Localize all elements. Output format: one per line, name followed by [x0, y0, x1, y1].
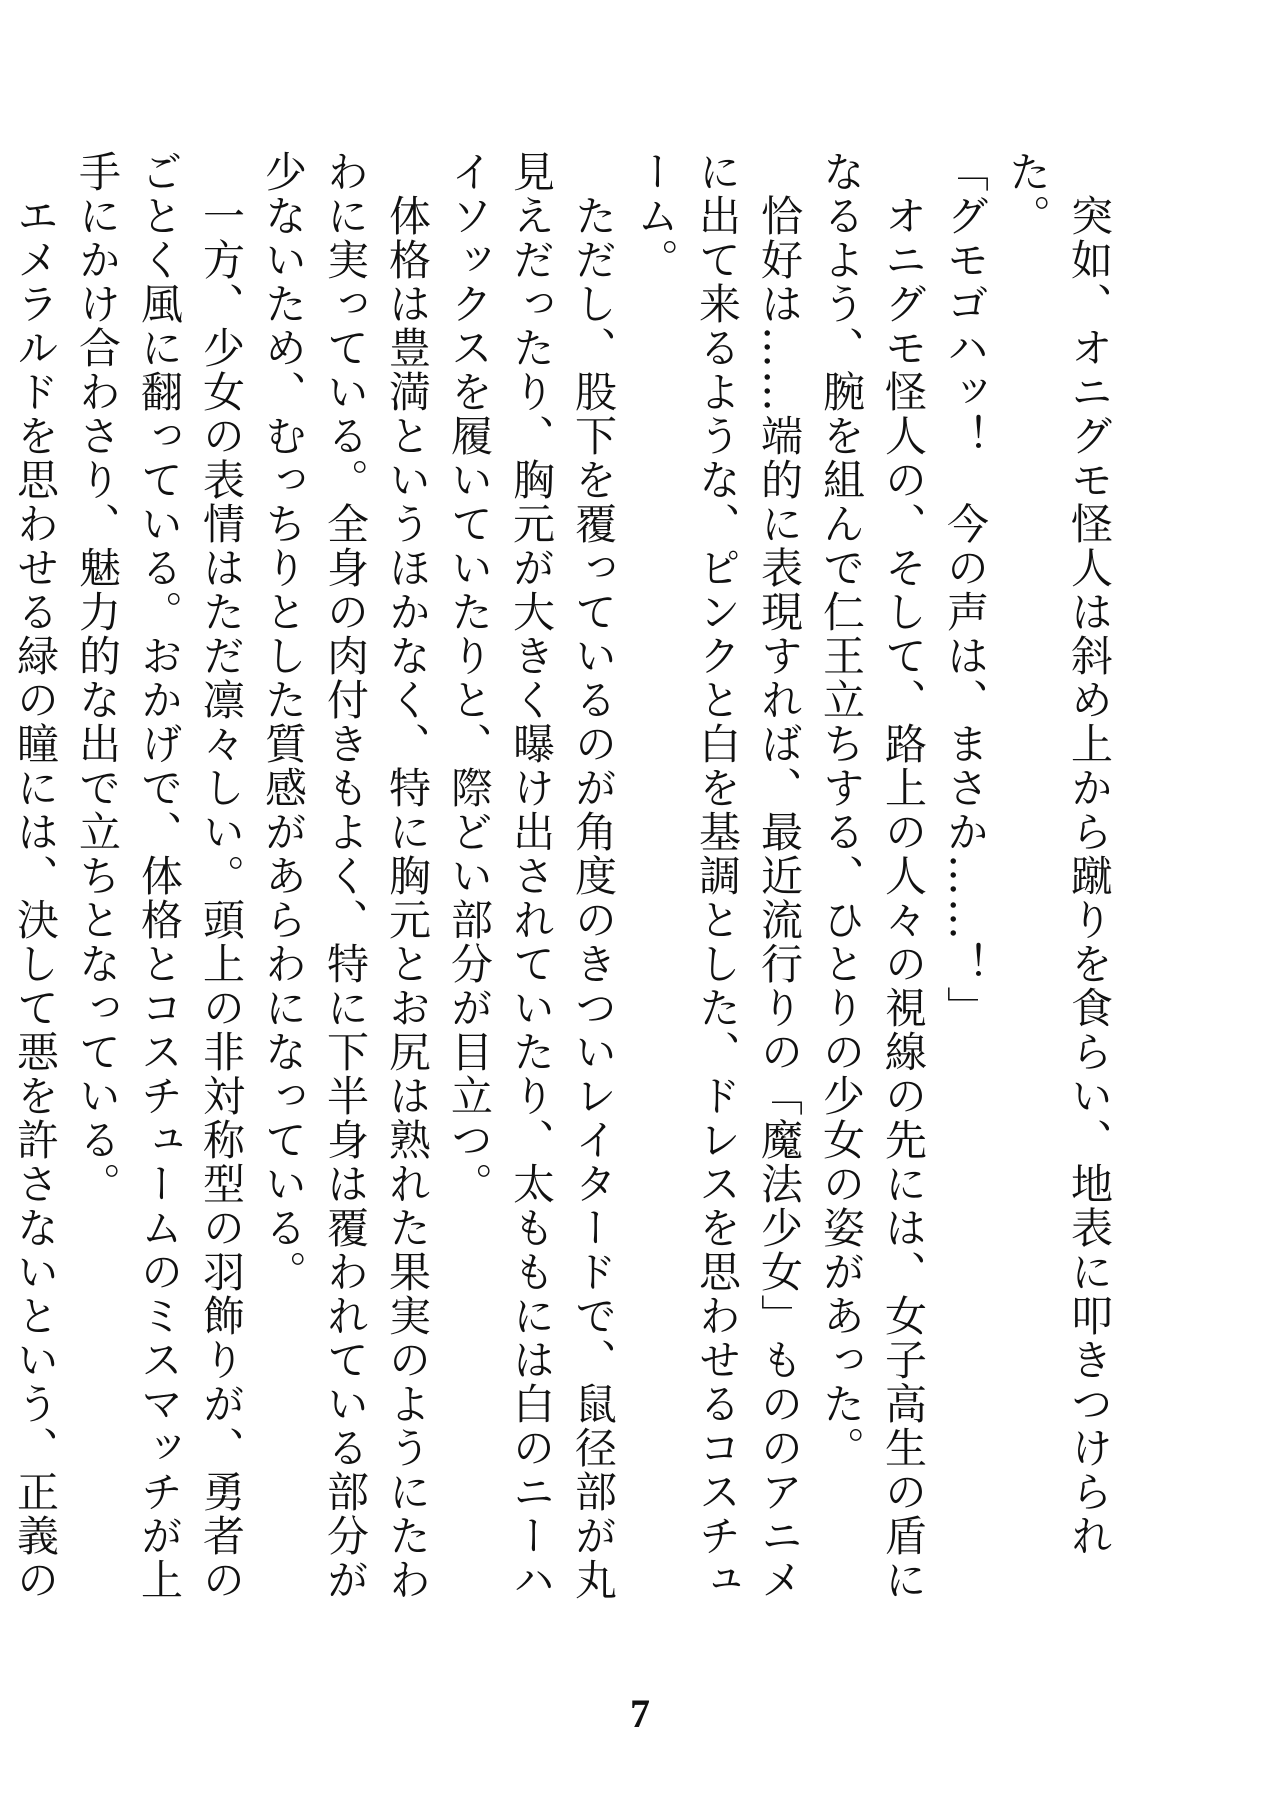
- paragraph: エメラルドを思わせる緑の瞳には、決して悪を許さないという、正義の: [11, 194, 60, 1602]
- paragraph: 「グモゴハッ！ 今の声は、まさか……！」: [941, 150, 990, 1030]
- paragraph: オニグモ怪人の、そして、路上の人々の視線の先には、女子高生の盾になるよう、腕を組んで仁王立ちする、ひとりの少女の姿があった。: [817, 150, 928, 1602]
- paragraph: ただし、股下を覆っているのが角度のきついレイタードで、鼠径部が丸見えだったり、胸元が大きく曝け出されていたり、太ももには白のニーハイソックスを履いていたりと、際どい部分が目立つ。: [445, 150, 618, 1602]
- paragraph: 突如、オニグモ怪人は斜め上から蹴りを食らい、地表に叩きつけられた。: [1003, 150, 1114, 1558]
- vertical-text-body: [11, 150, 1120, 1610]
- paragraph: 恰好は……端的に表現すれば、最近流行りの「魔法少女」もののアニメに出て来るような、ピンクと白を基調とした、ドレスを思わせるコスチューム。: [631, 150, 804, 1602]
- paragraph: 一方、少女の表情はただ凛々しい。頭上の非対称型の羽飾りが、勇者のごとく風に翻っている。おかげで、体格とコスチュームのミスマッチが上手にかけ合わさり、魅力的な出で立ちとなっている。: [73, 150, 246, 1602]
- paragraph: 体格は豊満というほかなく、特に胸元とお尻は熟れた果実のようにたわわに実っている。全身の肉付きもよく、特に下半身は覆われている部分が少ないため、むっちりとした質感があらわになっている。: [259, 150, 432, 1602]
- page-number: 7: [630, 1691, 650, 1736]
